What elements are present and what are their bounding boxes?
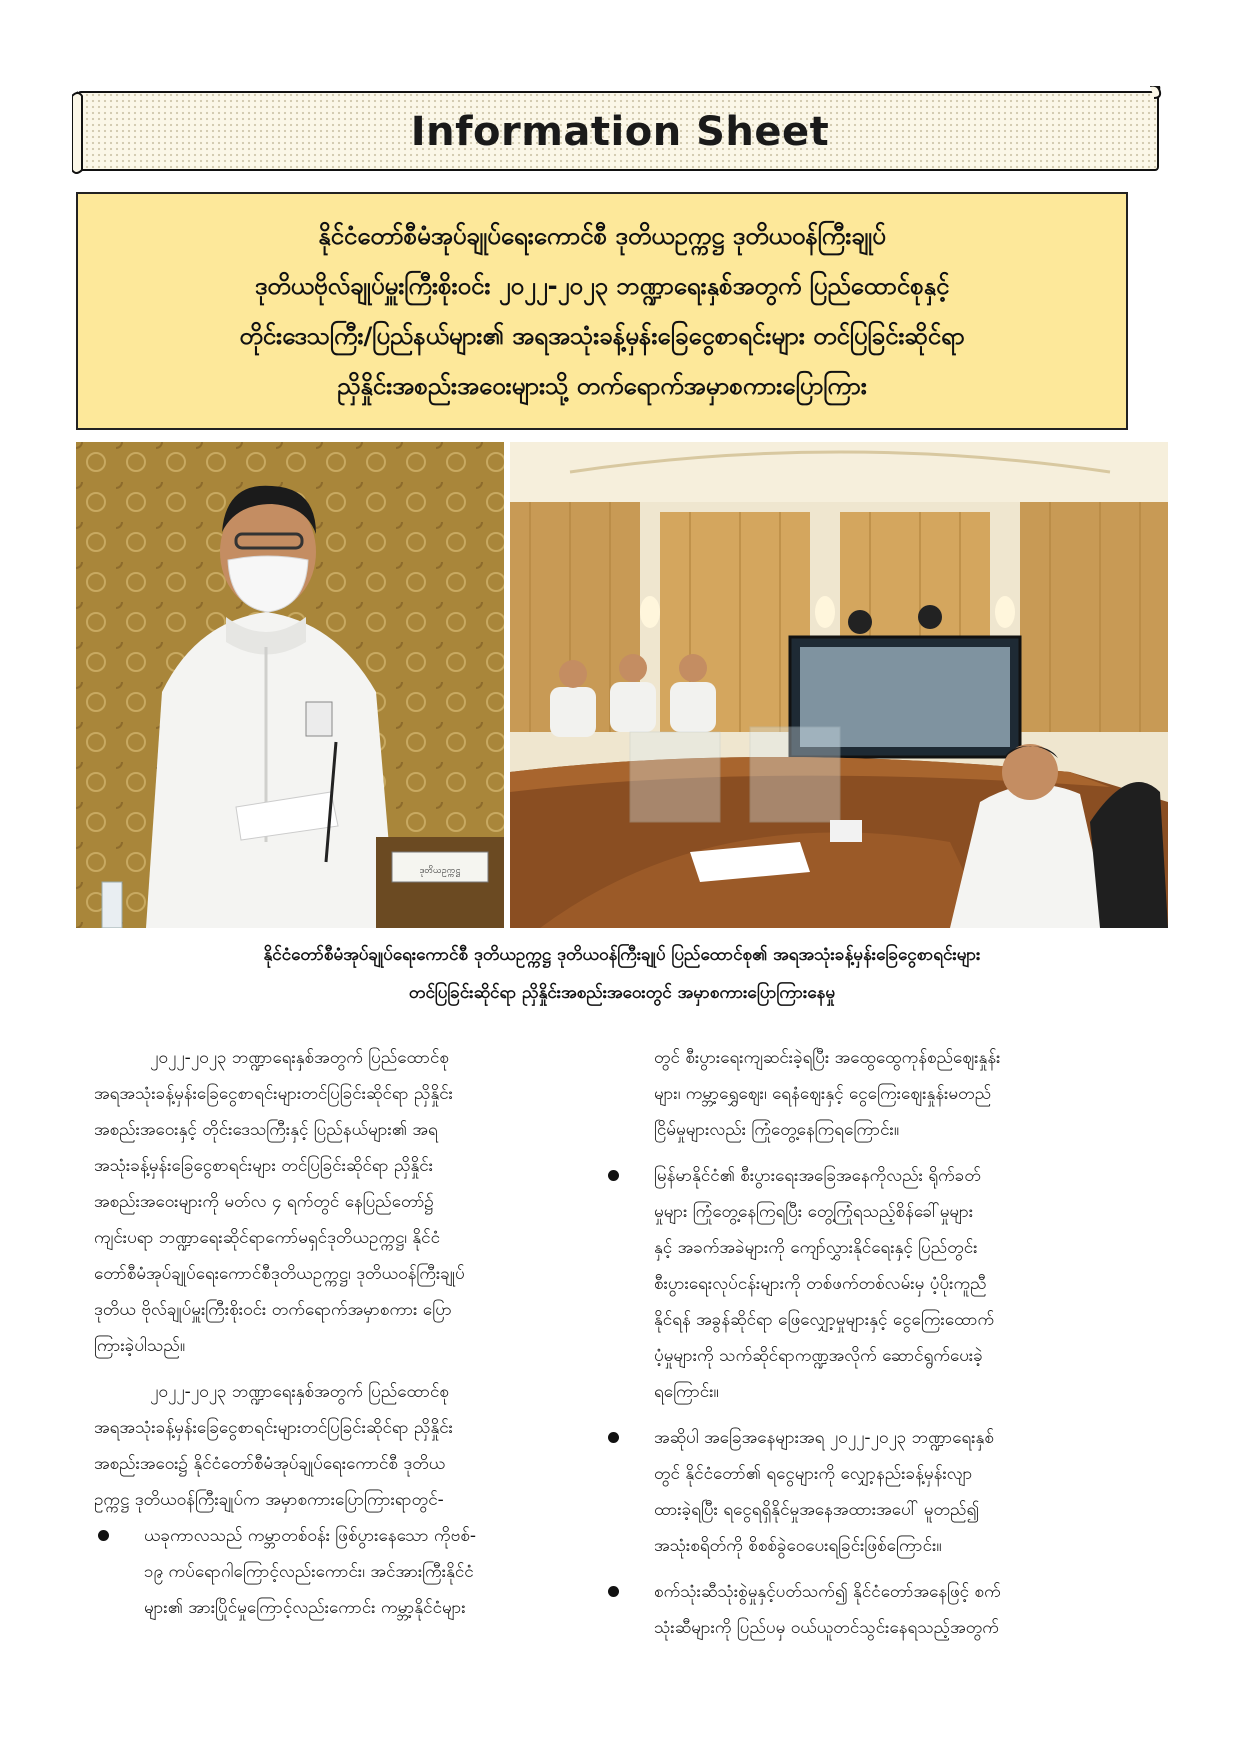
bullet-item <box>604 1420 1166 1564</box>
bullet-icon <box>98 1530 109 1541</box>
photo-speaker <box>76 442 504 928</box>
text-line: ငြိမ်မှုများလည်း ကြုံတွေ့နေကြရကြောင်း။ <box>654 1120 899 1140</box>
body-column-right <box>654 1040 1166 1646</box>
text-line: အရအသုံးခန့်မှန်းခြေငွေစာရင်းများတင်ပြခြင်းဆိုင်ရာ ညှိနှိုင်း <box>94 1084 454 1104</box>
text-line: မြန်မာနိုင်ငံ၏ စီးပွားရေးအခြေအနေကိုလည်း ရိုက်ခတ် <box>654 1166 981 1186</box>
text-line: ရကြောင်း။ <box>654 1382 719 1402</box>
text-line: တွင် စီးပွားရေးကျဆင်းခဲ့ရပြီး အထွေထွေကုန်စည်ဈေးနှုန်း <box>654 1048 1001 1068</box>
text-line: သုံးဆီများကို ပြည်ပမှ ဝယ်ယူတင်သွင်းနေရသည့်အတွက် <box>654 1618 999 1638</box>
caption-line: တင်ပြခြင်းဆိုင်ရာ ညှိနှိုင်းအစည်းအဝေးတွင် အမှာစကားပြောကြားနေမှု <box>408 983 836 1003</box>
bullet-item <box>604 1158 1166 1410</box>
text-line: နိုင်ရန် အခွန်ဆိုင်ရာ ဖြေလျှော့မှုများနှင့် ငွေကြေးထောက် <box>654 1310 995 1330</box>
text-line: အစည်းအဝေးနှင့် တိုင်းဒေသကြီးနှင့် ပြည်နယ်များ၏ အရ <box>94 1120 438 1140</box>
text-line: အဆိုပါ အခြေအနေများအရ ၂၀၂၂-၂၀၂၃ ဘဏ္ဍာရေးနှစ် <box>654 1428 994 1448</box>
headline-box <box>76 192 1128 430</box>
text-line: များ၏ အားပြိုင်မှုကြောင့်လည်းကောင်း ကမ္ဘာ့နိုင်ငံများ <box>144 1598 466 1618</box>
bullet-item <box>604 1574 1166 1646</box>
photo-caption <box>76 936 1168 1012</box>
bullet-icon <box>608 1586 619 1597</box>
text-line: နှင့် အခက်အခဲများကို ကျော်လွှားနိုင်ရေးနှင့် ပြည်တွင်း <box>654 1238 978 1258</box>
meeting-room-illustration <box>510 442 1168 928</box>
text-line: ၂၀၂၂-၂၀၂၃ ဘဏ္ဍာရေးနှစ်အတွက် ပြည်ထောင်စု <box>150 1048 449 1068</box>
text-line: စက်သုံးဆီသုံးစွဲမှုနှင့်ပတ်သက်၍ နိုင်ငံတော်အနေဖြင့် စက် <box>654 1582 1001 1602</box>
bullet-item <box>94 1518 604 1626</box>
text-line: မှုများ ကြုံတွေ့နေကြရပြီး တွေ့ကြုံရသည့်စိန်ခေါ်မှုများ <box>654 1202 974 1222</box>
photo-meeting-room <box>510 442 1168 928</box>
headline-line: ဒုတိယဗိုလ်ချုပ်မှူးကြီးစိုးဝင်း ၂၀၂၂-၂၀၂၃ ဘဏ္ဍာရေးနှစ်အတွက် ပြည်ထောင်စုနှင့် <box>254 272 950 300</box>
text-line: တော်စီမံအုပ်ချုပ်ရေးကောင်စီဒုတိယဥက္ကဋ္ဌ၊ ဒုတိယဝန်ကြီးချုပ် <box>94 1264 465 1284</box>
body-column-left <box>94 1040 604 1626</box>
text-line: စီးပွားရေးလုပ်ငန်းများကို တစ်ဖက်တစ်လမ်းမှ ပံ့ပိုးကူညီ <box>654 1274 987 1294</box>
text-line: အရအသုံးခန့်မှန်းခြေငွေစာရင်းများတင်ပြခြင်းဆိုင်ရာ ညှိနှိုင်း <box>94 1418 454 1438</box>
text-line: အစည်းအဝေးများကို မတ်လ ၄ ရက်တွင် နေပြည်တော်၌ <box>94 1192 434 1212</box>
text-line: ၁၉ ကပ်ရောဂါကြောင့်လည်းကောင်း၊ အင်အားကြီးနိုင်ငံ <box>144 1562 474 1582</box>
paragraph <box>94 1374 604 1518</box>
info-sheet-banner <box>72 86 1168 178</box>
text-line: အသုံးခန့်မှန်းခြေငွေစာရင်းများ တင်ပြခြင်းဆိုင်ရာ ညှိနှိုင်း <box>94 1156 434 1176</box>
text-line: အသုံးစရိတ်ကို စိစစ်ခွဲဝေပေးရခြင်းဖြစ်ကြောင်း။ <box>654 1536 942 1556</box>
text-line: ကျင်းပရာ ဘဏ္ဍာရေးဆိုင်ရာကော်မရှင်ဒုတိယဥက္ကဋ္ဌ၊ နိုင်ငံ <box>94 1228 441 1248</box>
text-line: ပံ့မှုများကို သက်ဆိုင်ရာကဏ္ဍအလိုက် ဆောင်ရွက်ပေးခဲ့ <box>654 1346 983 1366</box>
bullet-icon <box>608 1170 619 1181</box>
speaker-illustration <box>76 442 504 928</box>
text-line: အစည်းအဝေး၌ နိုင်ငံတော်စီမံအုပ်ချုပ်ရေးကောင်စီ ဒုတိယ <box>94 1454 446 1474</box>
text-line: များ၊ ကမ္ဘာ့ရွှေဈေး၊ ရေနံဈေးနှင့် ငွေကြေးဈေးနှုန်းမတည် <box>654 1084 992 1104</box>
text-line: ထားခဲ့ရပြီး ရငွေရရှိနိုင်မှုအနေအထားအပေါ် မူတည်၍ <box>654 1500 980 1520</box>
bullet-continuation <box>654 1040 1166 1148</box>
text-line: ၂၀၂၂-၂၀၂၃ ဘဏ္ဍာရေးနှစ်အတွက် ပြည်ထောင်စု <box>150 1382 449 1402</box>
headline-line: နိုင်ငံတော်စီမံအုပ်ချုပ်ရေးကောင်စီ ဒုတိယဥက္ကဋ္ဌ ဒုတိယဝန်ကြီးချုပ် <box>318 222 886 250</box>
page-title: Information Sheet <box>410 109 830 155</box>
text-line: ကြားခဲ့ပါသည်။ <box>94 1336 186 1356</box>
nameplate-text: ဒုတိယဥက္ကဋ္ဌ <box>419 866 461 876</box>
caption-line: နိုင်ငံတော်စီမံအုပ်ချုပ်ရေးကောင်စီ ဒုတိယဥက္ကဋ္ဌ ဒုတိယဝန်ကြီးချုပ် ပြည်ထောင်စု၏ အရအသုံးခန့်မှန်းခြေငွေစာရင်းများ <box>263 945 981 965</box>
text-line: ဥက္ကဋ္ဌ ဒုတိယဝန်ကြီးချုပ်က အမှာစကားပြောကြားရာတွင်- <box>94 1490 444 1510</box>
text-line: ဒုတိယ ဗိုလ်ချုပ်မှူးကြီးစိုးဝင်း တက်ရောက်အမှာစကား ပြော <box>94 1300 452 1320</box>
text-line: ယခုကာလသည် ကမ္ဘာတစ်ဝန်း ဖြစ်ပွားနေသော ကိုဗစ်- <box>144 1526 477 1546</box>
text-line: တွင် နိုင်ငံတော်၏ ရငွေများကို လျှော့နည်းခန့်မှန်းလျာ <box>654 1464 973 1484</box>
paragraph <box>94 1040 604 1364</box>
headline-line: တိုင်းဒေသကြီး/ပြည်နယ်များ၏ အရအသုံးခန့်မှန်းခြေငွေစာရင်းများ တင်ပြခြင်းဆိုင်ရာ <box>239 322 965 350</box>
headline-line: ညှိနှိုင်းအစည်းအဝေးများသို့ တက်ရောက်အမှာစကားပြောကြား <box>337 372 867 400</box>
bullet-icon <box>608 1432 619 1443</box>
